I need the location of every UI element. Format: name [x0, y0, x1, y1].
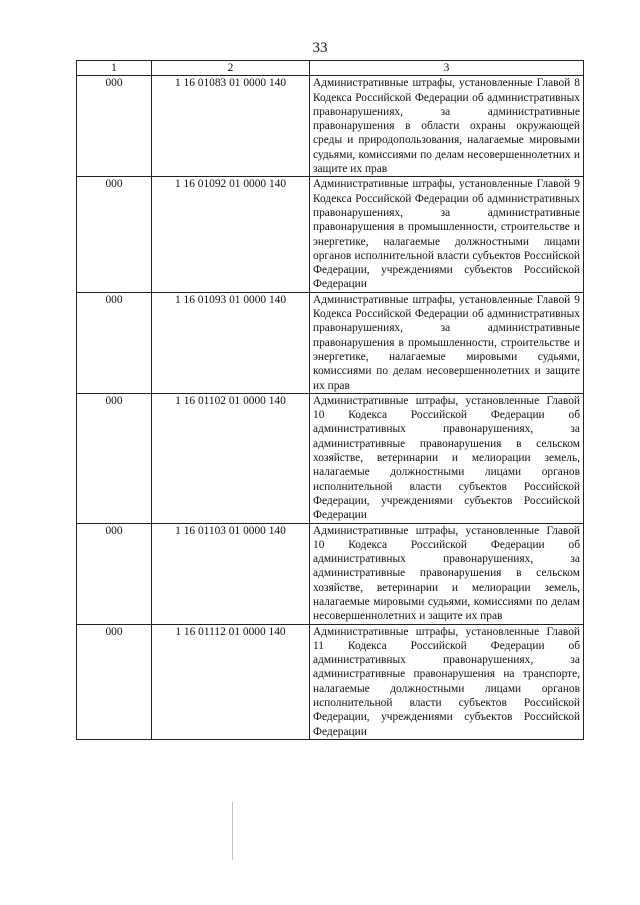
scan-artifact-line	[232, 802, 233, 860]
table-row	[77, 393, 584, 523]
admin-code-cell: 000	[77, 393, 152, 523]
budget-code-cell: 1 16 01083 01 0000 140	[152, 76, 310, 177]
table-row	[77, 177, 584, 292]
admin-code-cell: 000	[77, 624, 152, 739]
admin-code-cell: 000	[77, 76, 152, 177]
budget-code-cell: 1 16 01102 01 0000 140	[152, 393, 310, 523]
admin-code-cell: 000	[77, 292, 152, 393]
admin-code-cell: 000	[77, 523, 152, 624]
description-cell: Административные штрафы, установленные Главой 8 Кодекса Российской Федерации об административных правонарушениях, за административные правонарушения в области охраны окружающей среды и природопользования, налагаемые мировыми судьями, комиссиями по делам несовершеннолетних и защите их прав	[310, 76, 584, 177]
column-header-3: 3	[310, 61, 584, 76]
budget-code-cell: 1 16 01092 01 0000 140	[152, 177, 310, 292]
table-row	[77, 624, 584, 739]
table-header-row	[77, 61, 584, 76]
description-cell: Административные штрафы, установленные Главой 11 Кодекса Российской Федерации об административных правонарушениях, за административные правонарушения на транспорте, налагаемые должностными лицами органов исполнительной власти субъектов Российской Федерации, учреждениями субъектов Российской Федерации	[310, 624, 584, 739]
budget-codes-table	[76, 60, 584, 740]
budget-code-cell: 1 16 01093 01 0000 140	[152, 292, 310, 393]
table-row	[77, 523, 584, 624]
budget-code-cell: 1 16 01103 01 0000 140	[152, 523, 310, 624]
description-cell: Административные штрафы, установленные Главой 9 Кодекса Российской Федерации об административных правонарушениях, за административные правонарушения в промышленности, строительстве и энергетике, налагаемые мировыми судьями, комиссиями по делам несовершеннолетних и защите их прав	[310, 292, 584, 393]
description-cell: Административные штрафы, установленные Главой 9 Кодекса Российской Федерации об административных правонарушениях, за административные правонарушения в промышленности, строительстве и энергетике, налагаемые должностными лицами органов исполнительной власти субъектов Российской Федерации, учреждениями субъектов Российской Федерации	[310, 177, 584, 292]
budget-code-cell: 1 16 01112 01 0000 140	[152, 624, 310, 739]
column-header-2: 2	[152, 61, 310, 76]
admin-code-cell: 000	[77, 177, 152, 292]
column-header-1: 1	[77, 61, 152, 76]
description-cell: Административные штрафы, установленные Главой 10 Кодекса Российской Федерации об административных правонарушениях, за административные правонарушения в сельском хозяйстве, ветеринарии и мелиорации земель, налагаемые должностными лицами органов исполнительной власти субъектов Российской Федерации, учреждениями субъектов Российской Федерации	[310, 393, 584, 523]
description-cell: Административные штрафы, установленные Главой 10 Кодекса Российской Федерации об административных правонарушениях, за административные правонарушения в сельском хозяйстве, ветеринарии и мелиорации земель, налагаемые мировыми судьями, комиссиями по делам несовершеннолетних и защите их прав	[310, 523, 584, 624]
page-number: 33	[312, 40, 328, 56]
table-row	[77, 292, 584, 393]
table-row	[77, 76, 584, 177]
